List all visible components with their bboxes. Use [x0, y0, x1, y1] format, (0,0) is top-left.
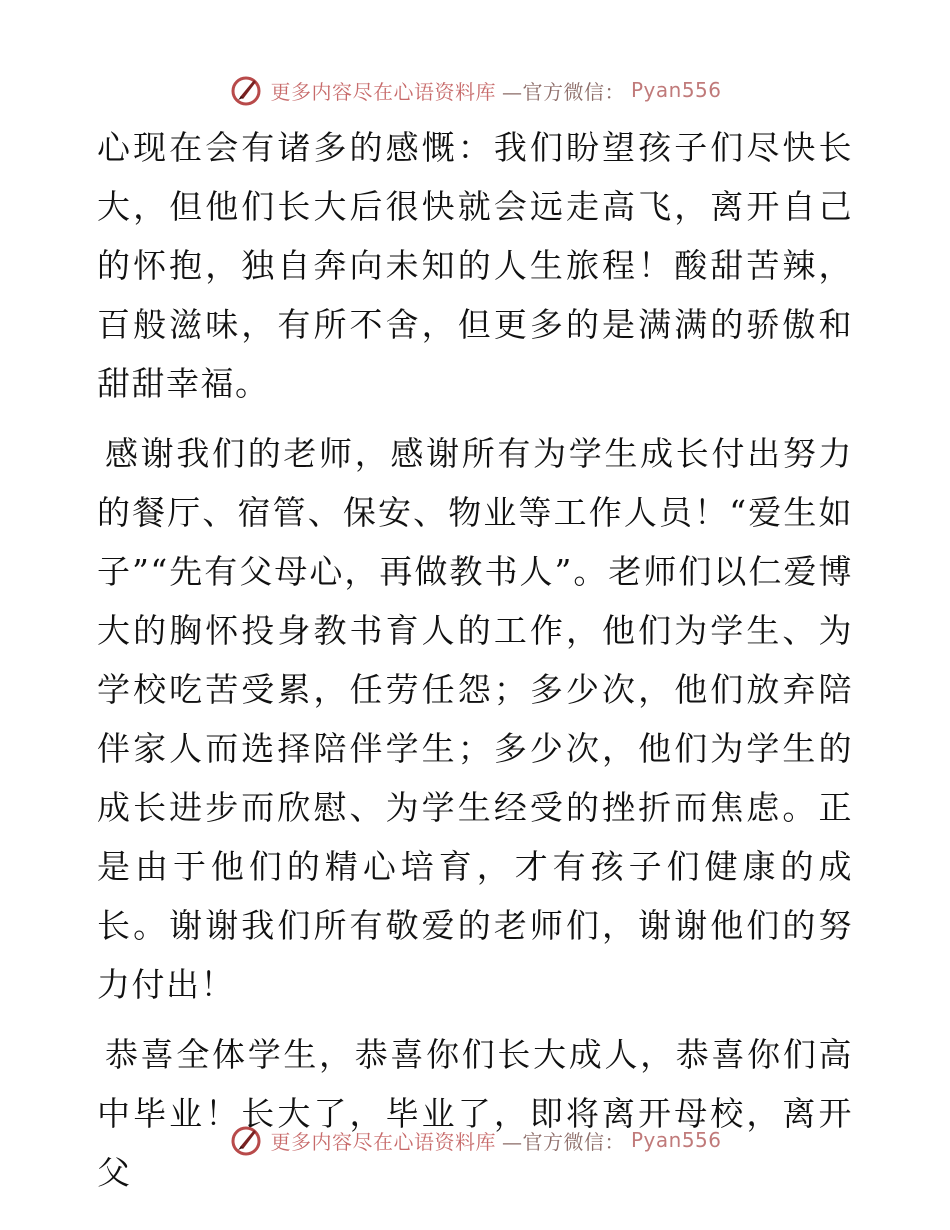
header-watermark: [0, 70, 950, 110]
document-body: [97, 118, 853, 1202]
watermark-text-main: 更多内容尽在心语资料库: [270, 1129, 496, 1154]
footer-watermark: [0, 1120, 950, 1160]
watermark-text-wechat: —官方微信：: [501, 1129, 625, 1154]
paragraph-1: 心现在会有诸多的感慨：我们盼望孩子们尽快长大，但他们长大后很快就会远走高飞，离开自己的怀抱，独自奔向未知的人生旅程！酸甜苦辣，百般滋味，有所不舍，但更多的是满满的骄傲和甜甜幸福。: [97, 128, 853, 403]
watermark-text-main: 更多内容尽在心语资料库: [270, 79, 496, 104]
quill-seal-icon: [228, 72, 264, 108]
watermark-text-id: Pyan556: [630, 1128, 722, 1152]
paragraph-3: 恭喜全体学生，恭喜你们长大成人，恭喜你们高中毕业！长大了，毕业了，即将离开母校，离开父: [97, 1035, 853, 1192]
quill-seal-icon: [228, 1122, 264, 1158]
watermark-text-id: Pyan556: [630, 78, 722, 102]
paragraph-2: 感谢我们的老师，感谢所有为学生成长付出努力的餐厅、宿管、保安、物业等工作人员！“爱生如子”“先有父母心，再做教书人”。老师们以仁爱博大的胸怀投身教书育人的工作，他们为学生、为学校吃苦受累，任劳任怨；多少次，他们放弃陪伴家人而选择陪伴学生；多少次，他们为学生的成长进步而欣慰、为学生经受的挫折而焦虑。正是由于他们的精心培育，才有孩子们健康的成长。谢谢我们所有敬爱的老师们，谢谢他们的努力付出！: [97, 434, 853, 1004]
watermark-text-wechat: —官方微信：: [501, 79, 625, 104]
